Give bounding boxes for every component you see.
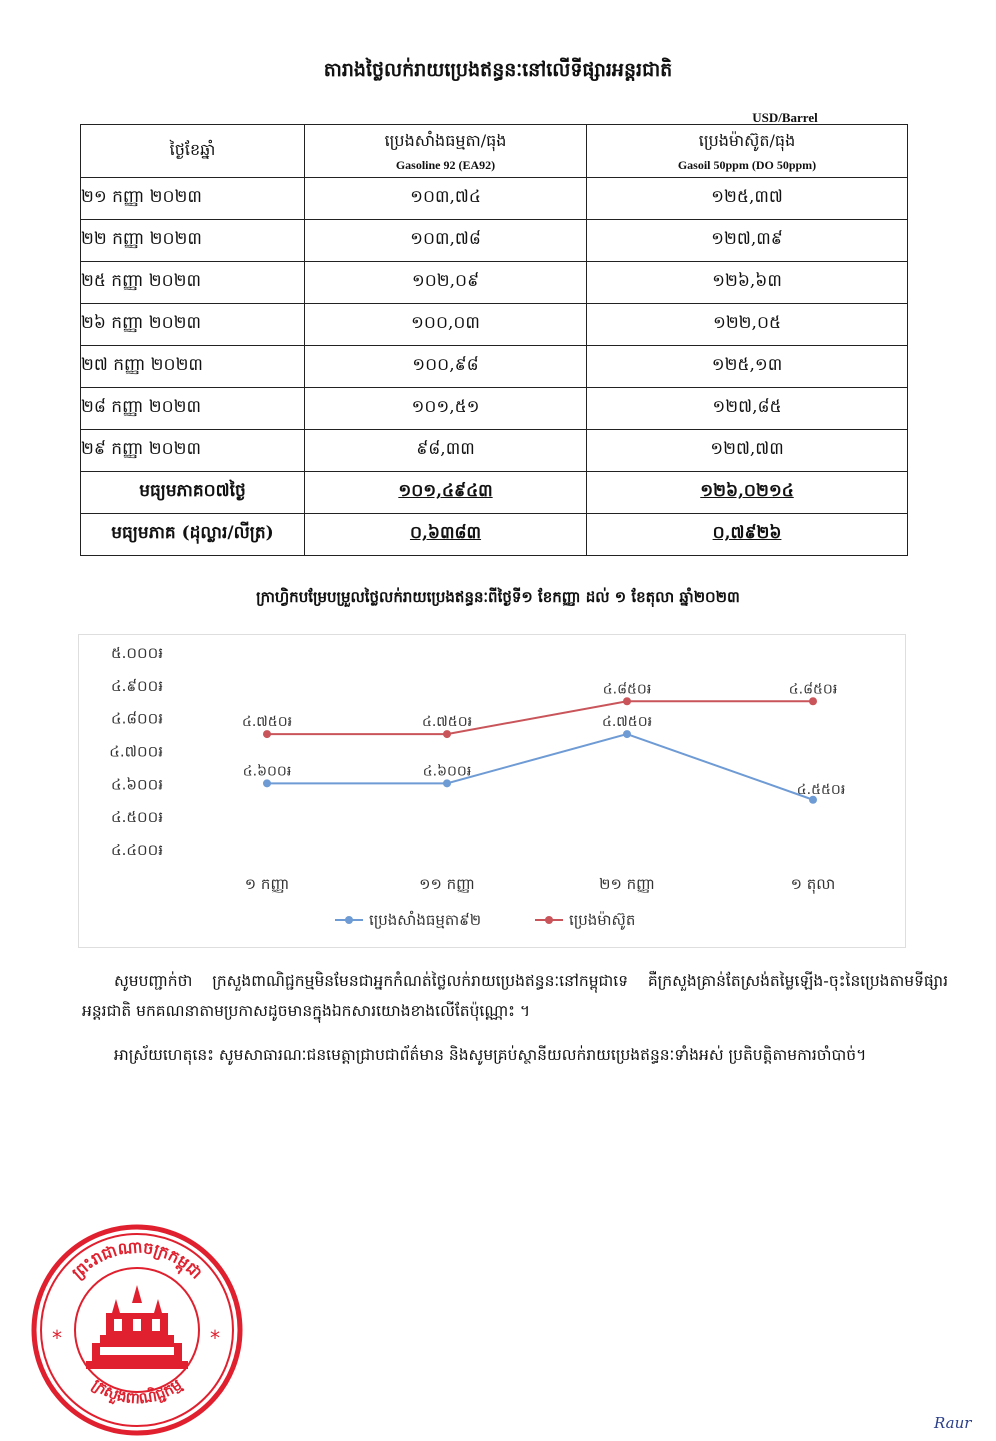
table-row bbox=[81, 178, 908, 220]
series-line bbox=[267, 734, 813, 800]
table-row bbox=[81, 262, 908, 304]
average-7-day-diesel: ១២៦,០២១៤ bbox=[587, 472, 908, 514]
table-header-row bbox=[81, 125, 908, 178]
legend-marker bbox=[345, 916, 353, 924]
cell-gasoline: ១០០,៩៨ bbox=[305, 346, 587, 388]
y-tick-label: ៤.៨០០៛ bbox=[110, 709, 163, 728]
price-line-chart bbox=[78, 634, 906, 948]
table-row bbox=[81, 220, 908, 262]
cell-date: ២៦ កញ្ញា ២០២៣ bbox=[81, 304, 305, 346]
ministry-seal bbox=[30, 1223, 244, 1437]
data-point bbox=[623, 697, 631, 705]
cell-gasoline: ១០០,០៣ bbox=[305, 304, 587, 346]
unit-label: USD/Barrel bbox=[752, 110, 818, 125]
data-point bbox=[263, 730, 271, 738]
average-per-liter-label: មធ្យមភាគ (ដុល្លារ/លីត្រ) bbox=[81, 514, 305, 556]
cell-date: ២២ កញ្ញា ២០២៣ bbox=[81, 220, 305, 262]
y-tick-label: ៤.៩០០៛ bbox=[110, 676, 163, 695]
notice-paragraph-2: អាស្រ័យហេតុនេះ សូមសាធារណៈជនមេត្តាជ្រាបជាព័ត៌មាន និងសូមគ្រប់ស្ថានីយលក់រាយប្រេងឥន្ធនៈទាំងអស់ ប្រតិបត្តិតាមការចាំបាច់។ bbox=[114, 1046, 867, 1064]
svg-text:*: * bbox=[210, 1326, 220, 1350]
cell-diesel: ១២៧,៣៩ bbox=[587, 220, 908, 262]
cell-diesel: ១២២,០៥ bbox=[587, 304, 908, 346]
cell-date: ២១ កញ្ញា ២០២៣ bbox=[81, 178, 305, 220]
cell-diesel: ១២៧,៧៣ bbox=[587, 430, 908, 472]
table-row bbox=[81, 388, 908, 430]
header-date: ថ្ងៃខែឆ្នាំ bbox=[81, 125, 305, 178]
average-7-day-gasoline: ១០១,៤៩៤៣ bbox=[305, 472, 587, 514]
data-point bbox=[809, 697, 817, 705]
y-tick-label: ៤.៤០០៛ bbox=[110, 841, 163, 859]
price-table bbox=[80, 124, 908, 556]
y-tick-label: ៤.៧០០៛ bbox=[109, 742, 163, 761]
average-per-liter-row bbox=[81, 514, 908, 556]
header-diesel: ប្រេងម៉ាស៊ូត/ធុង Gasoil 50ppm (DO 50ppm) bbox=[587, 125, 908, 178]
cell-date: ២៥ កញ្ញា ២០២៣ bbox=[81, 262, 305, 304]
x-tick-label: ២១ កញ្ញា bbox=[599, 875, 655, 893]
x-tick-label: ១១ កញ្ញា bbox=[419, 875, 475, 893]
average-7-day-row bbox=[81, 472, 908, 514]
data-label: ៤.៧៥០៛ bbox=[601, 714, 653, 731]
cell-date: ២៩ កញ្ញា ២០២៣ bbox=[81, 430, 305, 472]
data-point bbox=[443, 730, 451, 738]
signature: Raur bbox=[934, 1414, 972, 1432]
legend-entry: ប្រេងសាំងធម្មតា៩២ bbox=[369, 911, 482, 929]
table-row bbox=[81, 430, 908, 472]
average-7-day-label: មធ្យមភាគ០៧ថ្ងៃ bbox=[81, 472, 305, 514]
y-tick-label: ៥.០០០៛ bbox=[110, 644, 163, 662]
data-label: ៤.៨៥០៛ bbox=[602, 681, 652, 698]
cell-date: ២៨ កញ្ញា ២០២៣ bbox=[81, 388, 305, 430]
notice-paragraph-1: សូមបញ្ជាក់ថា ក្រសួងពាណិជ្ជកម្មមិនមែនជាអ្នកកំណត់ថ្លៃលក់រាយប្រេងឥន្ធនៈនៅកម្ពុជាទេ គឺក្រសួងគ្រាន់តែស្រង់តម្លៃឡើង-ចុះនៃប្រេងតាមទីផ្សារអន្តរជាតិ មកគណនាតាមប្រកាសដូចមានក្នុងឯកសារយោងខាងលើតែប៉ុណ្ណោះ ។ bbox=[82, 972, 948, 1020]
table-row bbox=[81, 346, 908, 388]
legend-entry: ប្រេងម៉ាស៊ូត bbox=[569, 911, 636, 929]
y-tick-label: ៤.៥០០៛ bbox=[110, 808, 163, 827]
average-per-liter-diesel: ០,៧៩២៦ bbox=[587, 514, 908, 556]
document-title: តារាងថ្លៃលក់រាយប្រេងឥន្ធនៈនៅលើទីផ្សារអន្តរជាតិ bbox=[323, 59, 673, 81]
series-line bbox=[267, 701, 813, 734]
x-tick-label: ១ តុលា bbox=[790, 875, 836, 893]
x-tick-label: ១ កញ្ញា bbox=[244, 875, 290, 893]
header-gasoline: ប្រេងសាំងធម្មតា/ធុង Gasoline 92 (EA92) bbox=[305, 125, 587, 178]
cell-gasoline: ១០៣,៧៤ bbox=[305, 178, 587, 220]
data-point bbox=[623, 730, 631, 738]
data-label: ៤.៥៥០៛ bbox=[796, 781, 846, 798]
data-point bbox=[443, 779, 451, 787]
legend-marker bbox=[545, 916, 553, 924]
svg-text:ព្រះរាជាណាចក្រកម្ពុជា: ព្រះរាជាណាចក្រកម្ពុជា bbox=[68, 1237, 207, 1283]
cell-gasoline: ១០២,០៩ bbox=[305, 262, 587, 304]
average-per-liter-gasoline: ០,៦៣៨៣ bbox=[305, 514, 587, 556]
table-row bbox=[81, 304, 908, 346]
cell-diesel: ១២៥,១៣ bbox=[587, 346, 908, 388]
cell-gasoline: ១០៣,៧៨ bbox=[305, 220, 587, 262]
chart-title: ក្រាហ្វិកបម្រែបម្រួលថ្លៃលក់រាយប្រេងឥន្ធនៈពីថ្ងៃទី១ ខែកញ្ញា ដល់ ១ ខែតុលា ឆ្នាំ២០២៣ bbox=[256, 588, 740, 606]
data-label: ៤.៦០០៛ bbox=[422, 763, 472, 780]
data-point bbox=[263, 779, 271, 787]
data-label: ៤.៦០០៛ bbox=[242, 763, 292, 780]
cell-gasoline: ៩៨,៣៣ bbox=[305, 430, 587, 472]
data-label: ៤.៨៥០៛ bbox=[788, 681, 838, 698]
chart-svg bbox=[79, 635, 905, 947]
svg-text:ក្រសួងពាណិជ្ជកម្ម: ក្រសួងពាណិជ្ជកម្ម bbox=[88, 1375, 186, 1408]
cell-diesel: ១២៥,៣៧ bbox=[587, 178, 908, 220]
data-label: ៤.៧៥០៛ bbox=[421, 714, 473, 731]
svg-text:*: * bbox=[52, 1326, 62, 1350]
cell-diesel: ១២៦,៦៣ bbox=[587, 262, 908, 304]
cell-gasoline: ១០១,៥១ bbox=[305, 388, 587, 430]
cell-diesel: ១២៧,៨៥ bbox=[587, 388, 908, 430]
y-tick-label: ៤.៦០០៛ bbox=[110, 775, 163, 794]
cell-date: ២៧ កញ្ញា ២០២៣ bbox=[81, 346, 305, 388]
data-label: ៤.៧៥០៛ bbox=[241, 714, 293, 731]
